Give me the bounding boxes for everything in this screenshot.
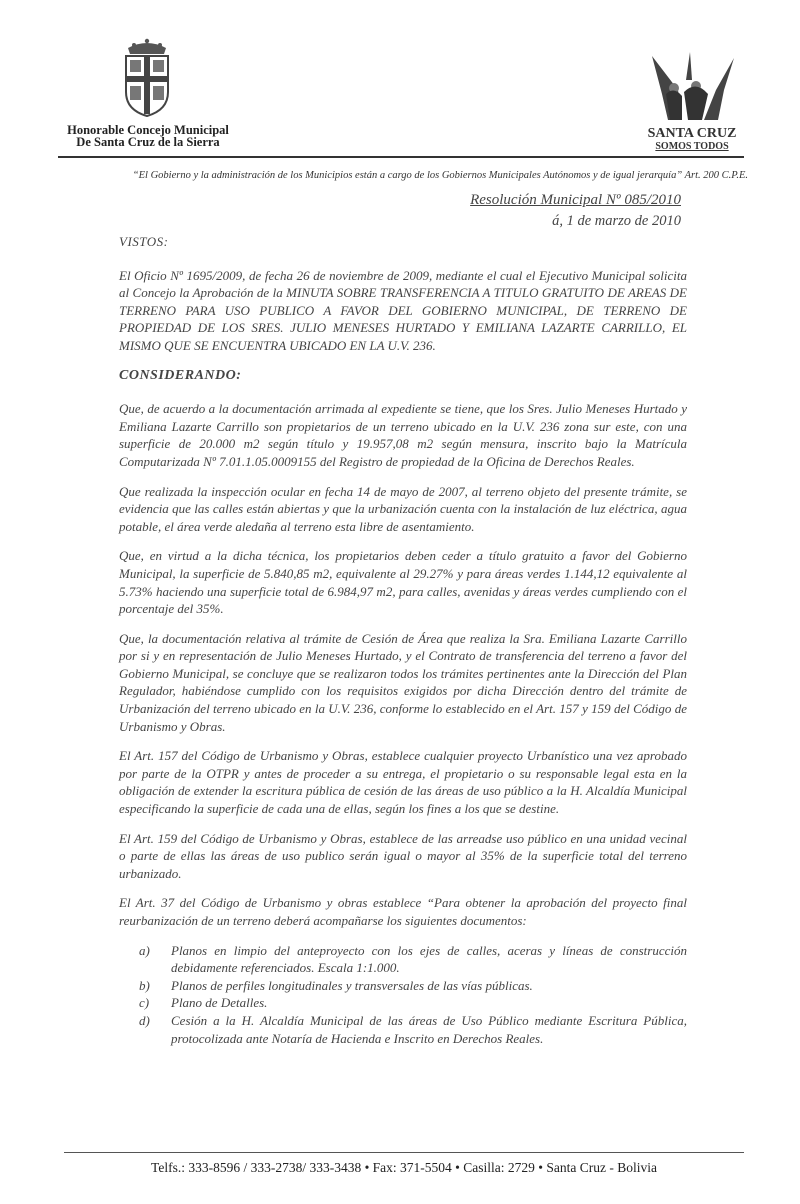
coat-of-arms-seal — [118, 36, 176, 120]
vistos-heading: VISTOS: — [119, 234, 169, 249]
paragraph: El Art. 159 del Código de Urbanismo y Obras, establece de las arreadse uso público en una unidad vecinal o parte de ellas las áreas de uso publico serán igual o mayor al 35% de la superficie total del terreno urbanizado. — [119, 830, 687, 881]
list-marker: c) — [139, 995, 150, 1011]
council-name-line2: De Santa Cruz de la Sierra — [76, 135, 220, 149]
list-marker: b) — [139, 977, 150, 993]
logo-text-line1: SANTA CRUZ — [647, 126, 737, 141]
document-body — [119, 233, 687, 1047]
list-item-text: Plano de Detalles. — [171, 995, 268, 1011]
resolution-title: Resolución Municipal Nº 085/2010 — [470, 192, 681, 208]
paragraph: El Art. 157 del Código de Urbanismo y Obras, establece cualquier proyecto Urbanístico una vez aprobado por parte de la OTPR y antes de proceder a su entrega, el propietario o su responsable legal esta en la obligación de extender la escritura pública de cesión de las áreas de uso público a la H. Alcaldía Municipal especificando la superficie de cada una de ellas, según los fines a los que se destine. — [119, 748, 687, 817]
santa-cruz-figures-icon — [638, 50, 746, 126]
list-item-text: Cesión a la H. Alcaldía Municipal de las áreas de Uso Público mediante Escritura Pública, protocolizada ante Notaría de Hacienda e Inscrito en Derechos Reales. — [171, 1012, 687, 1046]
list-item-text: Planos en limpio del anteproyecto con los ejes de calles, aceras y líneas de construcción debidamente referenciados. Escala 1:1.000. — [171, 942, 687, 976]
vistos-paragraph: El Oficio Nº 1695/2009, de fecha 26 de noviembre de 2009, mediante el cual el Ejecutivo Municipal solicita al Concejo la Aprobación de la MINUTA SOBRE TRANSFERENCIA A TITULO GRATUITO DE AREAS DE TERRENO PARA USO PUBLICO A FAVOR DEL GOBIERNO MUNICIPAL, DE TERRENO DE PROPIEDAD DE LOS SRES. JULIO MENESES HURTADO Y EMILIANA LAZARTE CARRILLO, EL MISMO QUE SE ENCUENTRA UBICADO EN LA U.V. 236. — [119, 267, 687, 353]
list-marker: a) — [139, 942, 150, 958]
council-name-line1: Honorable Concejo Municipal — [67, 123, 229, 137]
paragraph: Que, de acuerdo a la documentación arrimada al expediente se tiene, que los Sres. Julio Meneses Hurtado y Emiliana Lazarte Carrillo son propietarios de un terreno ubicado en la U.V. 236 zona sur este, con una superficie de 20.000 m2 según título y 19.957,08 m2 según mensura, inscrito bajo la Matrícula Computarizada Nº 7.01.1.05.0009155 del Registro de propiedad de la Oficina de Derechos Reales. — [119, 401, 687, 469]
resolution-date: á, 1 de marzo de 2010 — [552, 213, 681, 229]
council-name — [58, 124, 238, 148]
list-item — [119, 977, 687, 995]
logo-text-line2: SOMOS TODOS — [655, 141, 729, 152]
header-divider — [58, 156, 744, 158]
list-marker: d) — [139, 1012, 150, 1028]
list-item — [119, 1012, 687, 1047]
paragraph: Que realizada la inspección ocular en fecha 14 de mayo de 2007, al terreno objeto del presente trámite, se evidencia que las calles están abiertas y que la urbanización cuenta con la instalación de luz eléctrica, agua potable, el área verde aledaña al terreno esta libre de asentamiento. — [119, 483, 687, 534]
paragraph: Que, la documentación relativa al trámite de Cesión de Área que realiza la Sra. Emiliana Lazarte Carrillo por si y en representación de Julio Meneses Hurtado, y el Contrato de transferencia del terreno a favor del Gobierno Municipal, se concluye que se realizaron todos los trámites pertinentes ante la Dirección del Plan Regulador, habiéndose cumplido con los requisitos exigidos por dicha Dirección dentro del trámite de Urbanización del terreno ubicado en la U.V. 236, conforme lo establecido en el Art. 157 y 159 del Código de Urbanismo y Obras. — [119, 630, 687, 734]
paragraph: El Art. 37 del Código de Urbanismo y obras establece “Para obtener la aprobación del proyecto final reurbanización de un terreno deberá acompañarse los siguientes documentos: — [119, 895, 687, 928]
requirements-list — [119, 942, 687, 1048]
considerando-heading: CONSIDERANDO: — [119, 367, 242, 383]
santa-cruz-logo — [638, 50, 746, 154]
footer-contact: Telfs.: 333-8596 / 333-2738/ 333-3438 • Fax: 371-5504 • Casilla: 2729 • Santa Cruz - Bolivia — [151, 1160, 657, 1175]
constitution-quote: “El Gobierno y la administración de los Municipios están a cargo de los Gobiernos Municipales Autónomos y de igual jerarquía” Art. 200 C.P.E. — [132, 170, 748, 181]
list-item — [119, 994, 687, 1012]
footer-divider — [64, 1152, 744, 1153]
list-item-text: Planos de perfiles longitudinales y transversales de las vías públicas. — [171, 977, 533, 993]
list-item — [119, 942, 687, 977]
paragraph: Que, en virtud a la dicha técnica, los propietarios deben ceder a título gratuito a favor del Gobierno Municipal, la superficie de 5.840,85 m2, equivalente al 29.27% y para áreas verdes 1.144,12 equivalente al 5.73% haciendo una superficie total de 6.984,97 m2, para calles, avenidas y áreas verdes cumpliendo con el porcentaje del 35%. — [119, 548, 687, 617]
